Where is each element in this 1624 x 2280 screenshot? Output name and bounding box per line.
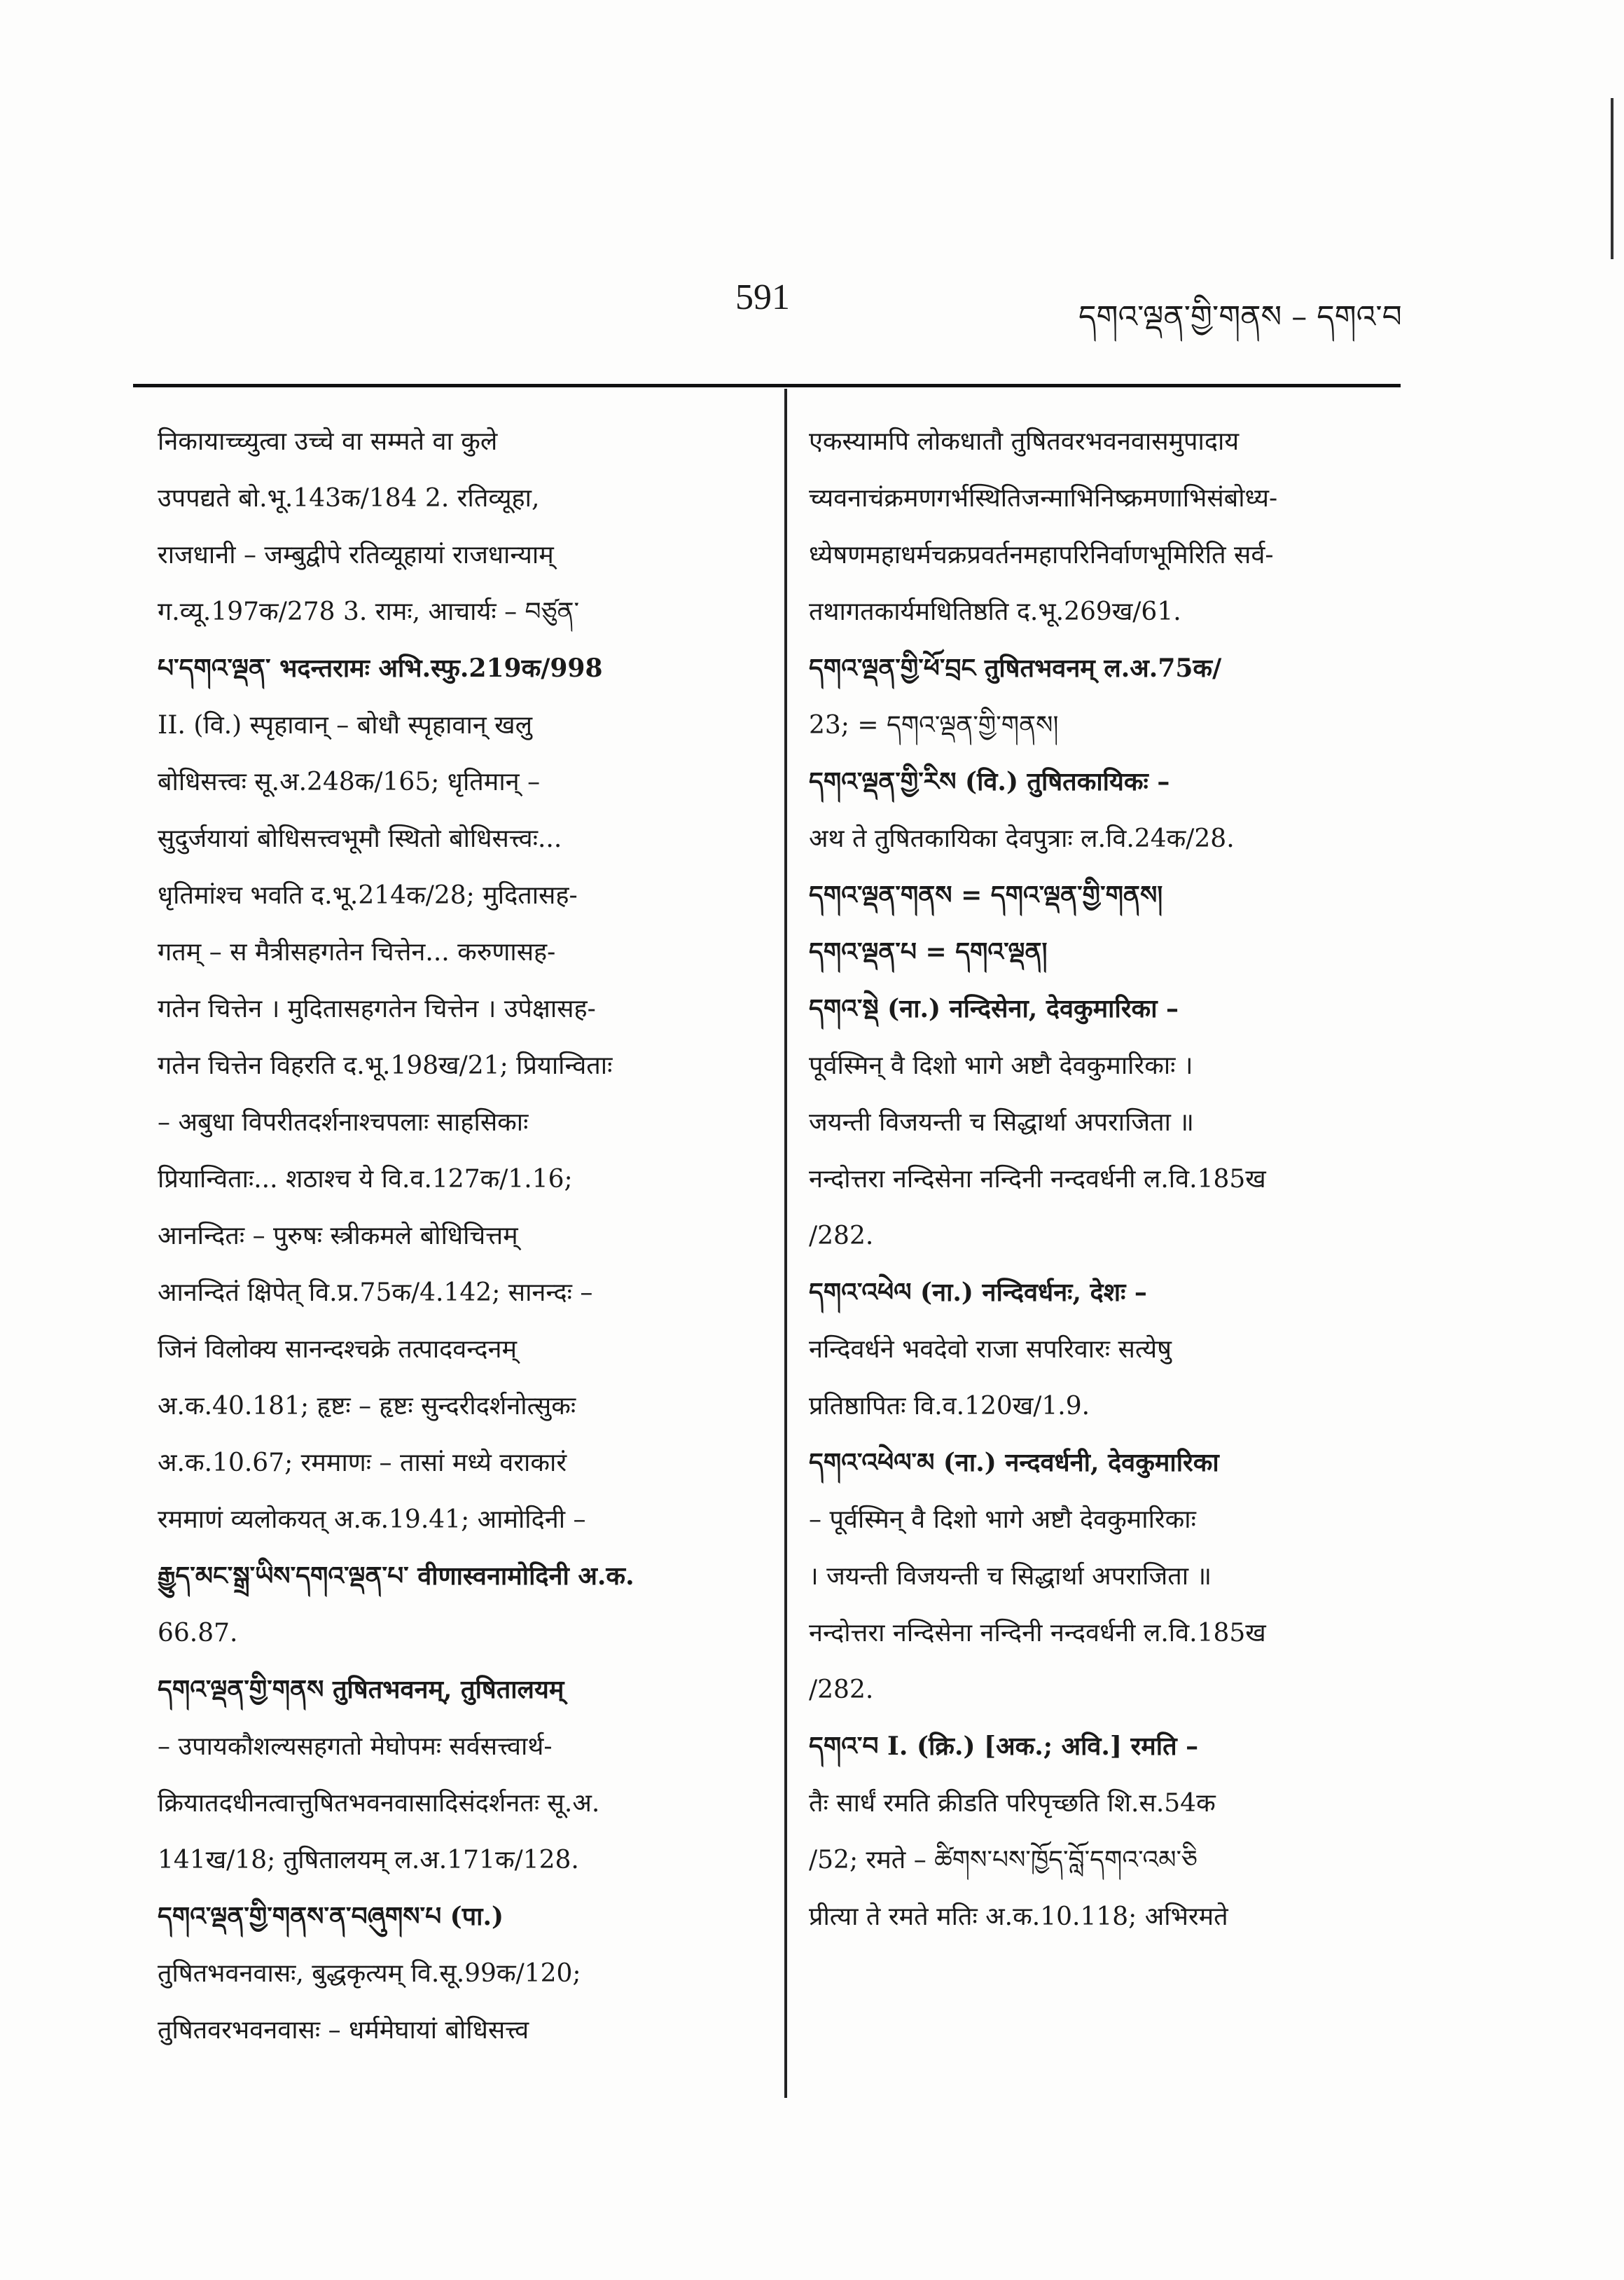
text-line: बोधिसत्त्वः सू.अ.248क/165; धृतिमान् – <box>158 768 541 796</box>
text-line: तुषितवरभवनवासः – धर्ममेघायां बोधिसत्त्व <box>158 2016 529 2045</box>
text-line: नन्दोत्तरा नन्दिसेना नन्दिनी नन्दवर्धनी ल.वि.185ख <box>809 1619 1266 1647</box>
text-line: पूर्वस्मिन् वै दिशो भागे अष्टौ देवकुमारिकाः । <box>809 1051 1193 1080</box>
entry-headword-line: དགའ་ལྡན་གནས = དགའ་ལྡན་གྱི་གནས། <box>809 880 1163 910</box>
entry-headword-line: རྒྱུད་མང་སྒྲ་ཡིས་དགའ་ལྡན་པ་ वीणास्वनामोदिनी अ.क. <box>158 1561 634 1591</box>
text-line: एकस्यामपि लोकधातौ तुषितवरभवनवासमुपादाय <box>809 427 1240 456</box>
text-line: तुषितभवनवासः, बुद्धकृत्यम् वि.सू.99क/120; <box>158 1959 581 1988</box>
text-line: धृतिमांश्च भवति द.भू.214क/28; मुदितासह- <box>158 881 578 910</box>
text-line: अथ ते तुषितकायिका देवपुत्राः ल.वि.24क/28. <box>809 824 1235 853</box>
text-line: निकायाच्च्युत्वा उच्चे वा सम्मते वा कुले <box>158 427 498 456</box>
text-line: गतेन चित्तेन । मुदितासहगतेन चित्तेन । उपेक्षासह- <box>158 995 596 1023</box>
text-line: आनन्दितं क्षिपेत् वि.प्र.75क/4.142; सानन्दः – <box>158 1278 593 1307</box>
text-line: 23; = དགའ་ལྡན་གྱི་གནས། <box>809 711 1059 740</box>
text-line: राजधानी – जम्बुद्वीपे रतिव्यूहायां राजधान्याम् <box>158 541 554 569</box>
text-line: ग.व्यू.197क/278 3. रामः, आचार्यः – བཙུན་ <box>158 597 580 626</box>
text-line: जिनं विलोक्य सानन्दश्चक्रे तत्पादवन्दनम् <box>158 1335 518 1364</box>
text-line: अ.क.10.67; रममाणः – तासां मध्ये वराकारं <box>158 1449 567 1477</box>
entry-headword-line: དགའ་འཕེལ་མ (ना.) नन्दवर्धनी, देवकुमारिका <box>809 1448 1219 1477</box>
entry-headword-line: དགའ་འཕེལ (ना.) नन्दिवर्धनः, देशः – <box>809 1278 1147 1307</box>
text-line: । जयन्ती विजयन्ती च सिद्धार्था अपराजिता ॥ <box>809 1562 1212 1591</box>
text-line: ध्येषणमहाधर्मचक्रप्रवर्तनमहापरिनिर्वाणभूमिरिति सर्व- <box>809 541 1274 569</box>
text-line: 66.87. <box>158 1619 238 1647</box>
text-line: रममाणं व्यलोकयत् अ.क.19.41; आमोदिनी – <box>158 1505 586 1534</box>
text-line: – उपायकौशल्यसहगतो मेघोपमः सर्वसत्त्वार्थ- <box>158 1732 553 1761</box>
text-line: क्रियातदधीनत्वात्तुषितभवनवासादिसंदर्शनतः सू.अ. <box>158 1789 600 1818</box>
text-line: – अबुधा विपरीतदर्शनाश्चपलाः साहसिकाः <box>158 1108 529 1137</box>
page-number: 591 <box>735 277 790 317</box>
text-line: 141ख/18; तुषितालयम् ल.अ.171क/128. <box>158 1846 579 1874</box>
column-divider <box>784 389 787 2098</box>
left-column <box>158 413 753 2059</box>
text-line: – पूर्वस्मिन् वै दिशो भागे अष्टौ देवकुमारिकाः <box>809 1505 1196 1534</box>
text-line: जयन्ती विजयन्ती च सिद्धार्था अपराजिता ॥ <box>809 1108 1194 1137</box>
text-line: आनन्दितः – पुरुषः स्त्रीकमले बोधिचित्तम् <box>158 1222 518 1250</box>
entry-headword-line: པ་དགའ་ལྡན་ भदन्तरामः अभि.स्फु.219क/998 <box>158 654 603 683</box>
text-line: गतेन चित्तेन विहरति द.भू.198ख/21; प्रियान्विताः <box>158 1051 613 1080</box>
text-line: नन्दिवर्धने भवदेवो राजा सपरिवारः सत्येषु <box>809 1335 1172 1364</box>
entry-headword-line: དགའ་ལྡན་གྱི་གནས་ན་བཞུགས་པ (पा.) <box>158 1902 504 1931</box>
text-line: अ.क.40.181; हृष्टः – हृष्टः सुन्दरीदर्शनोत्सुकः <box>158 1392 576 1421</box>
text-line: च्यवनाचंक्रमणगर्भस्थितिजन्माभिनिष्क्रमणाभिसंबोध्य- <box>809 484 1278 513</box>
entry-headword-line: དགའ་ལྡན་གྱི་གནས तुषितभवनम्, तुषितालयम् <box>158 1675 564 1704</box>
text-line: नन्दोत्तरा नन्दिसेना नन्दिनी नन्दवर्धनी ल.वि.185ख <box>809 1165 1266 1194</box>
text-line: उपपद्यते बो.भू.143क/184 2. रतिव्यूहा, <box>158 484 540 513</box>
text-line: तथागतकार्यमधितिष्ठति द.भू.269ख/61. <box>809 597 1181 626</box>
text-line: II. (वि.) स्पृहावान् – बोधौ स्पृहावान् खलु <box>158 711 533 740</box>
text-line: प्रियान्विताः... शठाश्च ये वि.व.127क/1.16; <box>158 1165 573 1194</box>
page-header <box>0 277 1624 333</box>
text-line: गतम् – स मैत्रीसहगतेन चित्तेन... करुणासह- <box>158 938 556 967</box>
entry-headword-line: དགའ་ལྡན་པ = དགའ་ལྡན། <box>809 937 1048 967</box>
text-line: /282. <box>809 1676 874 1704</box>
entry-headword-line: དགའ་ལྡན་གྱི་རིས (वि.) तुषितकायिकः – <box>809 767 1170 796</box>
margin-mark <box>1611 98 1613 259</box>
entry-headword-line: དགའ་བ I. (क्रि.) [अक.; अवि.] रमति – <box>809 1732 1199 1761</box>
text-line: /52; रमते – ཚིགས་པས་ཁྱོད་བློ་དགའ་འམ་ཅི <box>809 1846 1198 1874</box>
entry-headword-line: དགའ་སྡེ (ना.) नन्दिसेना, देवकुमारिका – <box>809 994 1179 1023</box>
entry-headword-line: དགའ་ལྡན་གྱི་ཕོ་བྲང तुषितभवनम् ल.अ.75क/ <box>809 654 1222 683</box>
header-rule <box>133 384 1401 387</box>
text-line: /282. <box>809 1222 874 1250</box>
text-line: प्रतिष्ठापितः वि.व.120ख/1.9. <box>809 1392 1090 1421</box>
text-line: प्रीत्या ते रमते मतिः अ.क.10.118; अभिरमते <box>809 1902 1228 1931</box>
running-head: དགའ་ལྡན་གྱི་གནས – དགའ་བ <box>1078 299 1402 335</box>
text-line: तैः सार्धं रमति क्रीडति परिपृच्छति शि.स.54क <box>809 1789 1216 1818</box>
right-column <box>809 413 1397 1945</box>
text-line: सुदुर्जयायां बोधिसत्त्वभूमौ स्थितो बोधिसत्त्वः... <box>158 824 562 853</box>
